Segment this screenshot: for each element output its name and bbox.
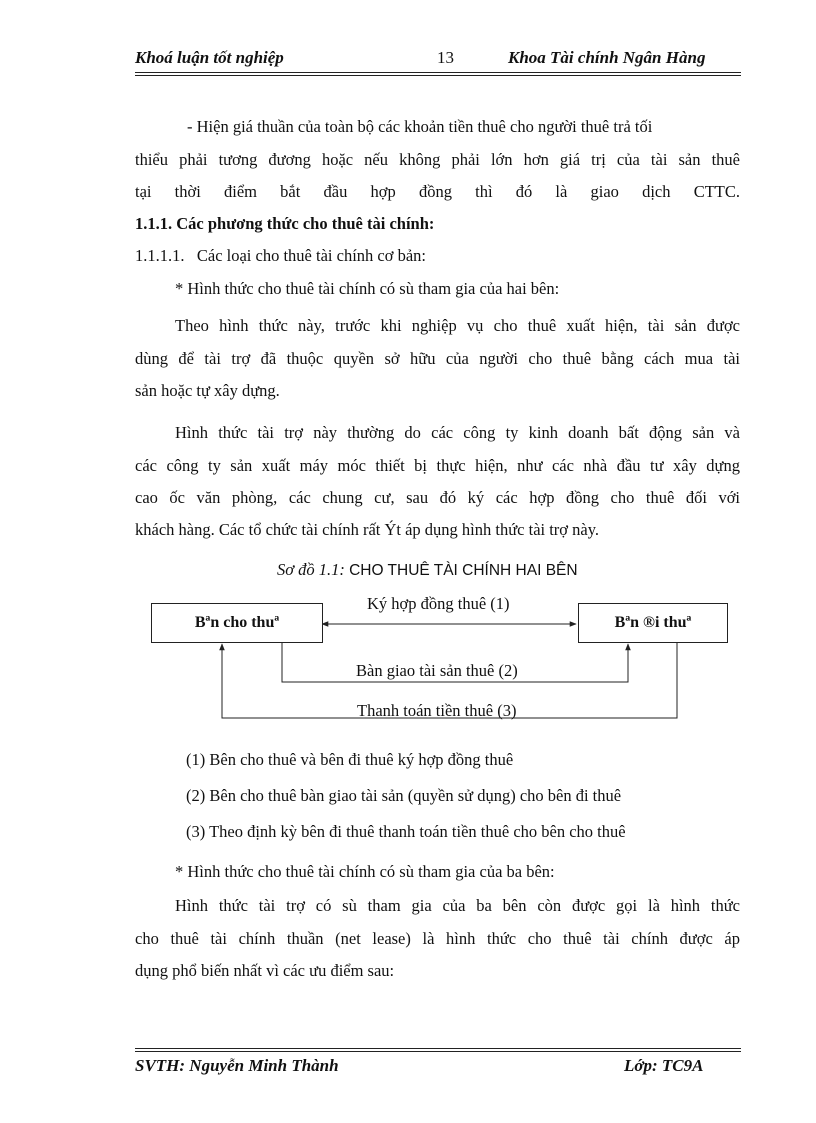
footer-right: Lớp: TC9A — [624, 1056, 704, 1075]
diagram-caption-label: Sơ đồ 1.1: — [277, 560, 345, 579]
heading-1-1-1-1: 1.1.1.1. Các loại cho thuê tài chính cơ bản: — [135, 246, 426, 265]
arrow2-label: Bàn giao tài sản thuê (2) — [356, 661, 518, 680]
p4-line2: cho thuê tài chính thuần (net lease) là hình thức cho thuê tài chính được áp — [135, 929, 740, 948]
footer-rule-double — [135, 1051, 741, 1052]
arrow1-label: Ký hợp đồng thuê (1) — [367, 594, 510, 613]
bullet-two-party: * Hình thức cho thuê tài chính có sù tham gia của hai bên: — [175, 279, 560, 298]
footer-left: SVTH: Nguyễn Minh Thành — [135, 1056, 339, 1075]
header-left: Khoá luận tốt nghiệp — [135, 48, 284, 67]
p2-line3: sản hoặc tự xây dựng. — [135, 381, 280, 400]
p3-line3: cao ốc văn phòng, các chung cư, sau đó ký các hợp đồng cho thuê đối với — [135, 488, 740, 507]
p4-line1: Hình thức tài trợ có sù tham gia của ba bên còn được gọi là hình thức — [175, 896, 740, 915]
header-right: Khoa Tài chính Ngân Hàng — [508, 48, 706, 67]
arrow3-label: Thanh toán tiền thuê (3) — [357, 701, 517, 720]
page-number: 13 — [437, 48, 454, 67]
lessee-box: Bªn ®i thuª — [578, 603, 728, 643]
p3-line1: Hình thức tài trợ này thường do các công ty kinh doanh bất động sản và — [175, 423, 740, 442]
lessor-box: Bªn cho thuª — [151, 603, 323, 643]
p3-line2: các công ty sản xuất máy móc thiết bị thực hiện, như các nhà đầu tư xây dựng — [135, 456, 740, 475]
p4-line3: dụng phổ biến nhất vì các ưu điểm sau: — [135, 961, 395, 980]
p3-line4: khách hàng. Các tổ chức tài chính rất Ýt áp dụng hình thức tài trợ này. — [135, 520, 600, 539]
footer-rule — [135, 1048, 741, 1049]
step-2: (2) Bên cho thuê bàn giao tài sản (quyền sử dụng) cho bên đi thuê — [186, 786, 622, 805]
p2-line1: Theo hình thức này, trước khi nghiệp vụ cho thuê xuất hiện, tài sản được — [175, 316, 740, 335]
step-3: (3) Theo định kỳ bên đi thuê thanh toán tiền thuê cho bên cho thuê — [186, 822, 626, 841]
p1-line2: thiểu phải tương đương hoặc nếu không phải lớn hơn giá trị của tài sản thuê — [135, 150, 740, 169]
diagram-caption-title: CHO THUÊ TÀI CHÍNH HAI BÊN — [349, 562, 578, 579]
p2-line2: dùng để tài trợ đã thuộc quyền sở hữu của người cho thuê bằng cách mua tài — [135, 349, 740, 368]
p1-line1: - Hiện giá thuần của toàn bộ các khoản tiền thuê cho người thuê trả tối — [187, 117, 653, 136]
bullet-three-party: * Hình thức cho thuê tài chính có sù tham gia của ba bên: — [175, 862, 555, 881]
step-1: (1) Bên cho thuê và bên đi thuê ký hợp đồng thuê — [186, 750, 514, 769]
heading-1-1-1: 1.1.1. Các phương thức cho thuê tài chính: — [135, 214, 435, 233]
p1-line3: tại thời điểm bắt đầu hợp đồng thì đó là giao dịch CTTC. — [135, 182, 740, 201]
